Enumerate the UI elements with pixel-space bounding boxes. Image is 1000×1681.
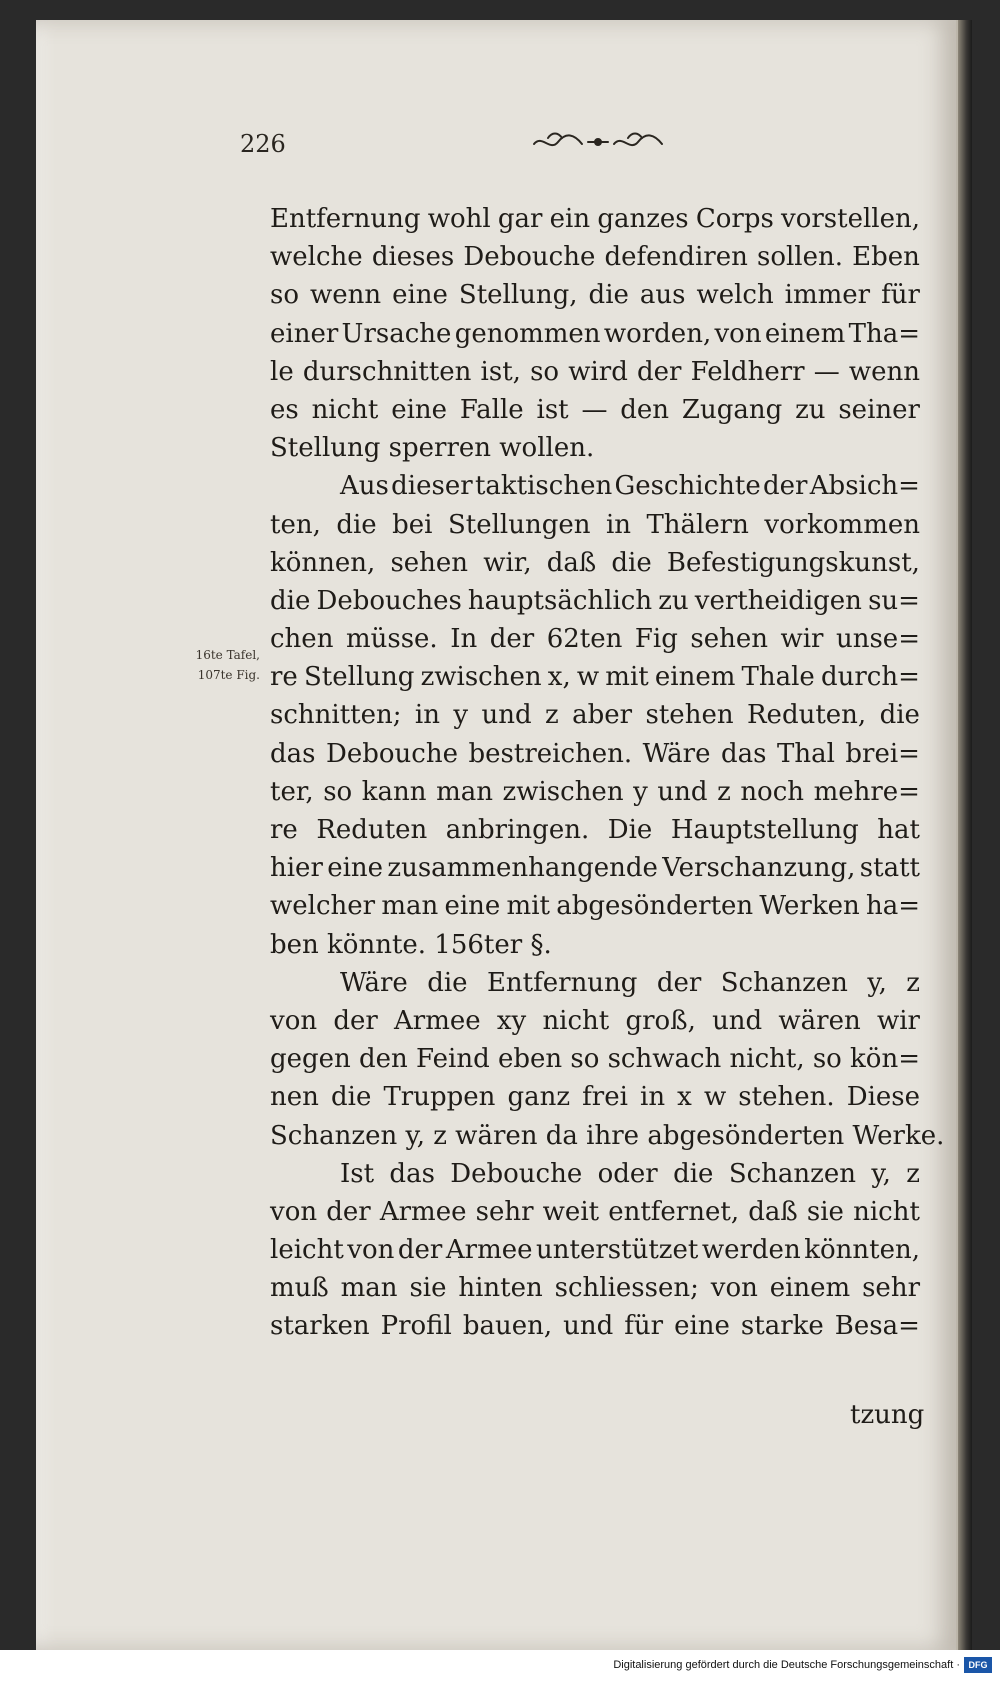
text-line: welche dieses Debouche defendiren sollen. Eben <box>270 242 920 273</box>
text-line: einer Ursache genommen worden, von einem Tha= <box>270 318 920 349</box>
dfg-logo: DFG <box>964 1657 992 1673</box>
text-line: re Reduten anbringen. Die Hauptstellung hat <box>270 815 920 845</box>
body-text <box>270 200 945 1346</box>
text-line: re Stellung zwischen x, w mit einem Thale durch= <box>270 662 920 693</box>
text-line: von der Armee sehr weit entfernet, daß sie nicht <box>270 1196 920 1227</box>
text-line: schnitten; in y und z aber stehen Reduten, die <box>270 700 920 731</box>
text-line: von der Armee xy nicht groß, und wären wir <box>270 1005 920 1036</box>
text-line: die Debouches hauptsächlich zu vertheidigen su= <box>270 585 920 616</box>
text-line: es nicht eine Falle ist — den Zugang zu seiner <box>270 394 920 425</box>
footer-credit: Digitalisierung gefördert durch die Deutsche Forschungsgemeinschaft · <box>613 1659 960 1671</box>
text-line: so wenn eine Stellung, die aus welch immer für <box>270 280 920 311</box>
text-line: Aus dieser taktischen Geschichte der Absich= <box>340 471 920 502</box>
text-line: chen müsse. In der 62ten Fig sehen wir unse= <box>270 624 920 655</box>
margin-note-plate: 16te Tafel, <box>195 648 260 662</box>
text-line: le durschnitten ist, so wird der Feldherr — wenn <box>270 356 920 387</box>
text-line: welcher man eine mit abgesönderten Werken ha= <box>270 891 920 922</box>
text-line: muß man sie hinten schliessen; von einem sehr <box>270 1273 920 1304</box>
margin-note-figure: 107te Fig. <box>197 668 260 682</box>
digitization-footer <box>0 1650 1000 1681</box>
catchword: tzung <box>850 1400 925 1430</box>
text-line: Wäre die Entfernung der Schanzen y, z <box>340 967 920 998</box>
text-line: Entfernung wohl gar ein ganzes Corps vorstellen, <box>270 204 920 234</box>
text-line: gegen den Feind eben so schwach nicht, so kön= <box>270 1044 920 1075</box>
text-line: ben könnte. 156ter §. <box>270 929 552 960</box>
text-line: hier eine zusammenhangende Verschanzung, statt <box>270 853 920 884</box>
text-line: Ist das Debouche oder die Schanzen y, z <box>340 1158 920 1189</box>
text-line: ten, die bei Stellungen in Thälern vorkommen <box>270 509 920 540</box>
book-spine <box>958 20 972 1650</box>
text-line: ter, so kann man zwischen y und z noch mehre= <box>270 776 920 807</box>
text-line: das Debouche bestreichen. Wäre das Thal brei= <box>270 738 920 769</box>
text-line: leicht von der Armee unterstützet werden könnten, <box>270 1235 920 1266</box>
text-line: nen die Truppen ganz frei in x w stehen. Diese <box>270 1082 920 1113</box>
text-line: Schanzen y, z wären da ihre abgesönderten Werke. <box>270 1120 945 1151</box>
text-line: starken Profil bauen, und für eine starke Besa= <box>270 1311 920 1342</box>
text-line: können, sehen wir, daß die Befestigungskunst, <box>270 547 920 578</box>
page-number: 226 <box>240 130 286 158</box>
printers-ornament <box>528 128 668 156</box>
text-line: Stellung sperren wollen. <box>270 433 595 464</box>
